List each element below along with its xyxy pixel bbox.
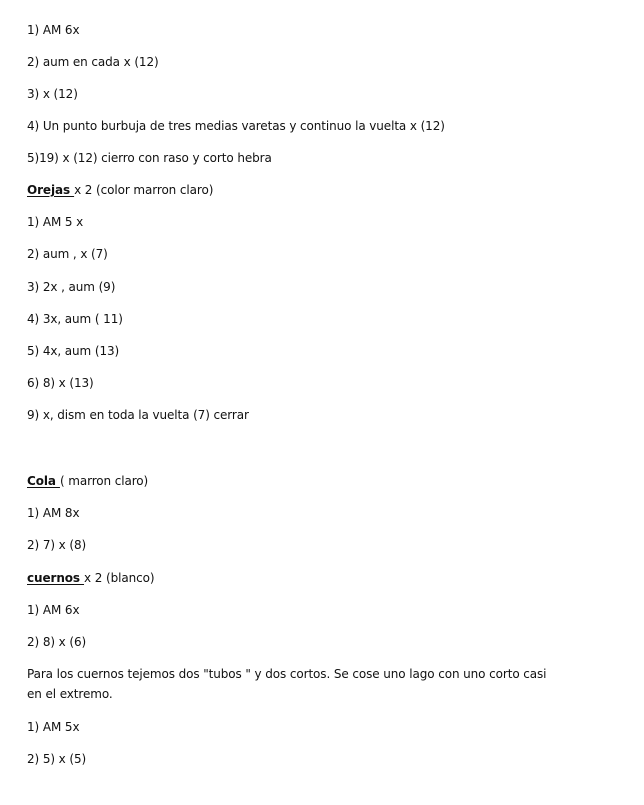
round-line: 1) AM 6x [27,603,80,617]
instruction-paragraph: Para los cuernos tejemos dos "tubos " y dos cortos. Se cose uno lago con uno corto casi en el extremo. [27,667,547,701]
round-line: 6) 8) x (13) [27,376,94,390]
section-heading-cuernos: cuernos [27,571,85,585]
round-line: 2) aum en cada x (12) [27,55,159,69]
round-line: 2) 8) x (6) [27,635,87,649]
round-line: 4) 3x, aum ( 11) [27,312,123,326]
round-line: 1) AM 5x [27,720,80,734]
section-heading-orejas: Orejas [27,183,75,197]
round-line: 3) x (12) [27,87,78,101]
section-orejas [27,182,213,198]
round-line: 1) AM 6x [27,23,80,37]
section-cuernos [27,570,154,586]
round-line: 5) 4x, aum (13) [27,344,120,358]
section-suffix: x 2 (blanco) [84,571,155,585]
round-line: 3) 2x , aum (9) [27,280,116,294]
section-heading-cola: Cola [27,474,60,488]
round-line: 2) 7) x (8) [27,538,87,552]
section-suffix: ( marron claro) [59,474,149,488]
round-line: 4) Un punto burbuja de tres medias varetas y continuo la vuelta x (12) [27,119,445,133]
round-line: 1) AM 5 x [27,215,84,229]
round-line: 2) aum , x (7) [27,247,108,261]
round-line: 5)19) x (12) cierro con raso y corto hebra [27,151,272,165]
round-line: 2) 5) x (5) [27,752,87,766]
section-cola [27,473,148,489]
round-line: 1) AM 8x [27,506,80,520]
section-suffix: x 2 (color marron claro) [74,183,214,197]
round-line: 9) x, dism en toda la vuelta (7) cerrar [27,408,249,422]
